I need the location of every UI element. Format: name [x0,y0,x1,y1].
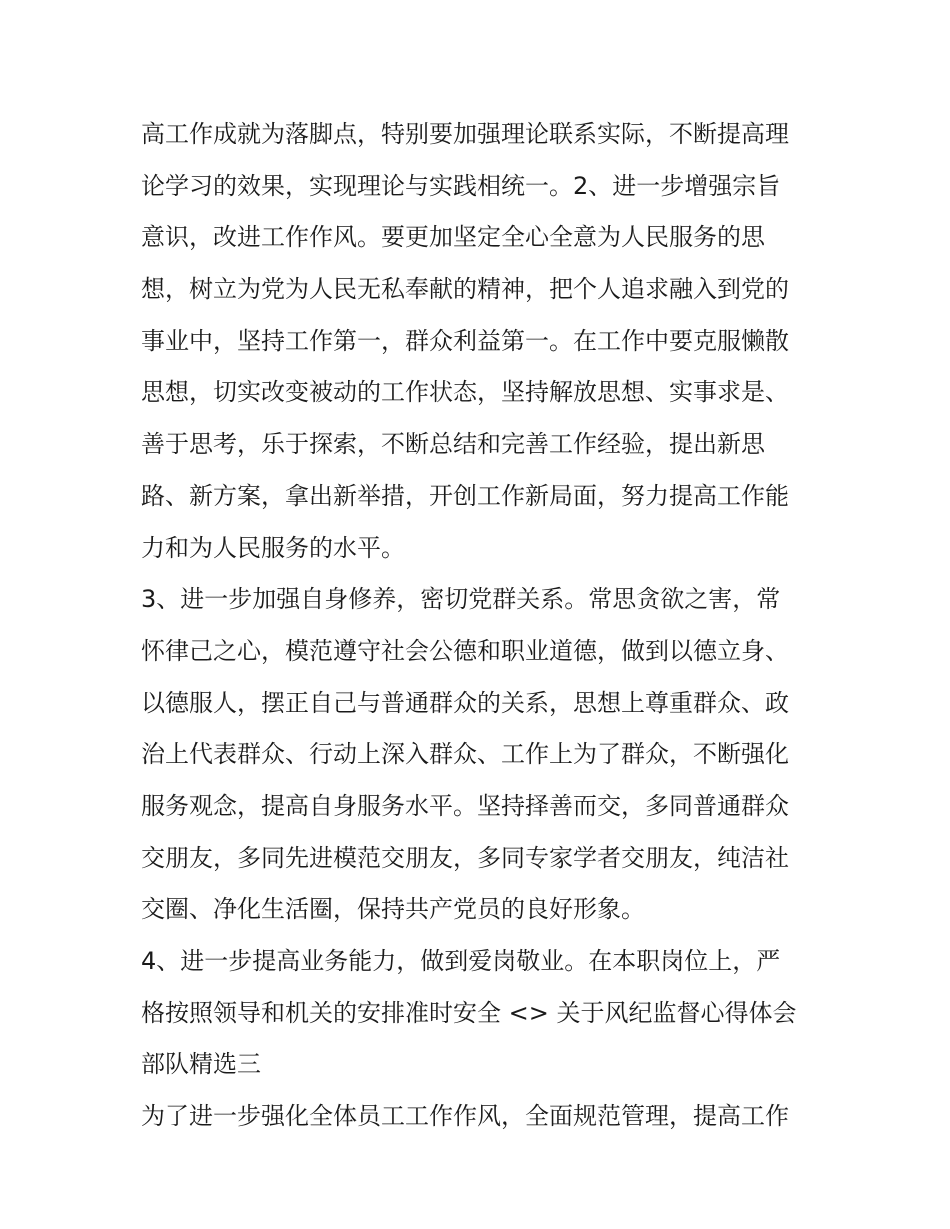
text-line: 力和为人民服务的水平。 [141,533,405,562]
text-line: 格按照领导和机关的安排准时安全 <> 关于风纪监督心得体会 [141,998,797,1027]
text-line: 思想，切实改变被动的工作状态，坚持解放思想、实事求是、 [141,378,789,407]
text-line: 意识，改进工作作风。要更加坚定全心全意为人民服务的思 [141,223,765,252]
text-line: 以德服人，摆正自己与普通群众的关系，思想上尊重群众、政 [141,688,789,717]
text-line: 交朋友，多同先进模范交朋友，多同专家学者交朋友，纯洁社 [141,843,789,872]
text-line: 路、新方案，拿出新举措，开创工作新局面，努力提高工作能 [141,481,789,510]
text-line: 高工作成就为落脚点，特别要加强理论联系实际，不断提高理 [141,120,789,148]
text-line: 交圈、净化生活圈，保持共产党员的良好形象。 [141,895,645,924]
text-line: 怀律己之心，模范遵守社会公德和职业道德，做到以德立身、 [141,636,789,665]
text-line: 3、进一步加强自身修养，密切党群关系。常思贪欲之害，常 [141,585,781,614]
text-line: 部队精选三 [141,1050,261,1079]
text-line: 治上代表群众、行动上深入群众、工作上为了群众，不断强化 [141,740,789,769]
text-line: 为了进一步强化全体员工工作作风，全面规范管理，提高工作 [141,1102,789,1131]
text-line: 善于思考，乐于探索，不断总结和完善工作经验，提出新思 [141,430,765,459]
text-line: 事业中，坚持工作第一，群众利益第一。在工作中要克服懒散 [141,326,789,355]
text-line: 想，树立为党为人民无私奉献的精神，把个人追求融入到党的 [141,275,789,304]
body-text [141,109,813,1143]
text-line: 4、进一步提高业务能力，做到爱岗敬业。在本职岗位上，严 [141,947,781,975]
text-line: 服务观念，提高自身服务水平。坚持择善而交，多同普通群众 [141,791,789,820]
text-line: 论学习的效果，实现理论与实践相统一。2、进一步增强宗旨 [141,171,781,200]
